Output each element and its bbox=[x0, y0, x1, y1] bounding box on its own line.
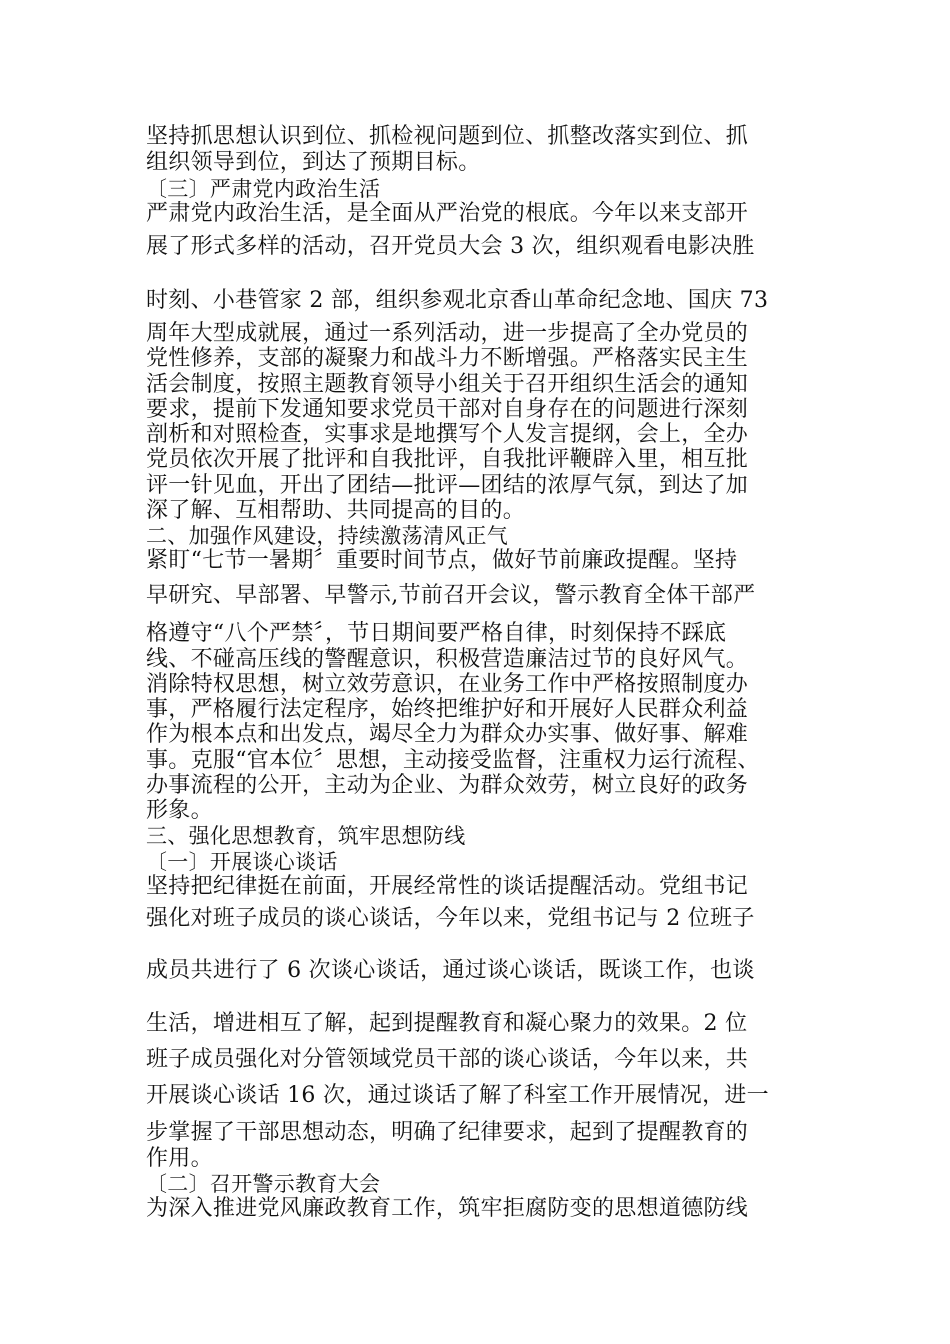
body-text-line: 展了形式多样的活动，召开党员大会 3 次，组织观看电影决胜 bbox=[146, 234, 755, 259]
body-text-line: 线、不碰高压线的警醒意识，积极营造廉洁过节的良好风气。 bbox=[146, 647, 749, 672]
body-text-line: 紧盯“七节一暑期〞重要时间节点，做好节前廉政提醒。坚持 bbox=[146, 548, 738, 573]
body-text-line: 形象。 bbox=[146, 798, 213, 823]
body-text-line: 活会制度，按照主题教育领导小组关于召开组织生活会的通知 bbox=[146, 372, 749, 397]
section-heading: 二、加强作风建设，持续激荡清风正气 bbox=[146, 524, 509, 548]
body-text-line: 坚持把纪律挺在前面，开展经常性的谈话提醒活动。党组书记 bbox=[146, 874, 749, 899]
body-text-line: 事，严格履行法定程序，始终把维护好和开展好人民群众利益 bbox=[146, 697, 749, 722]
section-heading: 〔三〕严肃党内政治生活 bbox=[146, 177, 381, 201]
section-heading: 〔二〕召开警示教育大会 bbox=[146, 1172, 381, 1196]
body-text-line: 要求，提前下发通知要求党员干部对自身存在的问题进行深刻 bbox=[146, 397, 749, 422]
body-text-line: 评一针见血，开出了团结—批评—团结的浓厚气氛，到达了加 bbox=[146, 473, 749, 498]
body-text-line: 作为根本点和出发点，竭尽全力为群众办实事、做好事、解难 bbox=[146, 722, 749, 747]
section-heading: 〔一〕开展谈心谈话 bbox=[146, 850, 338, 874]
body-text-line: 严肃党内政治生活，是全面从严治党的根底。今年以来支部开 bbox=[146, 201, 749, 226]
body-text-line: 党性修养，支部的凝聚力和战斗力不断增强。严格落实民主生 bbox=[146, 346, 749, 371]
body-text-line: 时刻、小巷管家 2 部，组织参观北京香山革命纪念地、国庆 73 bbox=[146, 288, 769, 313]
body-text-line: 生活，增进相互了解，起到提醒教育和凝心聚力的效果。2 位 bbox=[146, 1011, 748, 1036]
body-text-line: 周年大型成就展，通过一系列活动，进一步提高了全办党员的 bbox=[146, 321, 749, 346]
body-text-line: 深了解、互相帮助、共同提高的目的。 bbox=[146, 498, 526, 523]
body-text-line: 组织领导到位，到达了预期目标。 bbox=[146, 150, 481, 175]
section-heading: 三、强化思想教育，筑牢思想防线 bbox=[146, 824, 466, 848]
body-text-line: 坚持抓思想认识到位、抓检视问题到位、抓整改落实到位、抓 bbox=[146, 124, 749, 149]
body-text-line: 早研究、早部署、早警示,节前召开会议，警示教育全体干部严 bbox=[146, 583, 756, 608]
body-text-line: 作用。 bbox=[146, 1146, 213, 1171]
body-text-line: 剖析和对照检查，实事求是地撰写个人发言提纲，会上，全办 bbox=[146, 422, 749, 447]
body-text-line: 事。克服“官本位〞思想，主动接受监督，注重权力运行流程、 bbox=[146, 748, 760, 773]
body-text-line: 格遵守“八个严禁〞，节日期间要严格自律，时刻保持不踩底 bbox=[146, 621, 727, 646]
body-text-line: 班子成员强化对分管领域党员干部的谈心谈话，今年以来，共 bbox=[146, 1047, 749, 1072]
body-text-line: 为深入推进党风廉政教育工作，筑牢拒腐防变的思想道德防线 bbox=[146, 1196, 749, 1221]
body-text-line: 强化对班子成员的谈心谈话，今年以来，党组书记与 2 位班子 bbox=[146, 906, 755, 931]
body-text-line: 成员共进行了 6 次谈心谈话，通过谈心谈话，既谈工作，也谈 bbox=[146, 958, 755, 983]
body-text-line: 消除特权思想，树立效劳意识，在业务工作中严格按照制度办 bbox=[146, 672, 749, 697]
body-text-line: 步掌握了干部思想动态，明确了纪律要求，起到了提醒教育的 bbox=[146, 1120, 749, 1145]
body-text-line: 办事流程的公开，主动为企业、为群众效劳，树立良好的政务 bbox=[146, 773, 749, 798]
body-text-line: 开展谈心谈话 16 次，通过谈话了解了科室工作开展情况，进一 bbox=[146, 1083, 769, 1108]
body-text-line: 党员依次开展了批评和自我批评，自我批评鞭辟入里，相互批 bbox=[146, 447, 749, 472]
